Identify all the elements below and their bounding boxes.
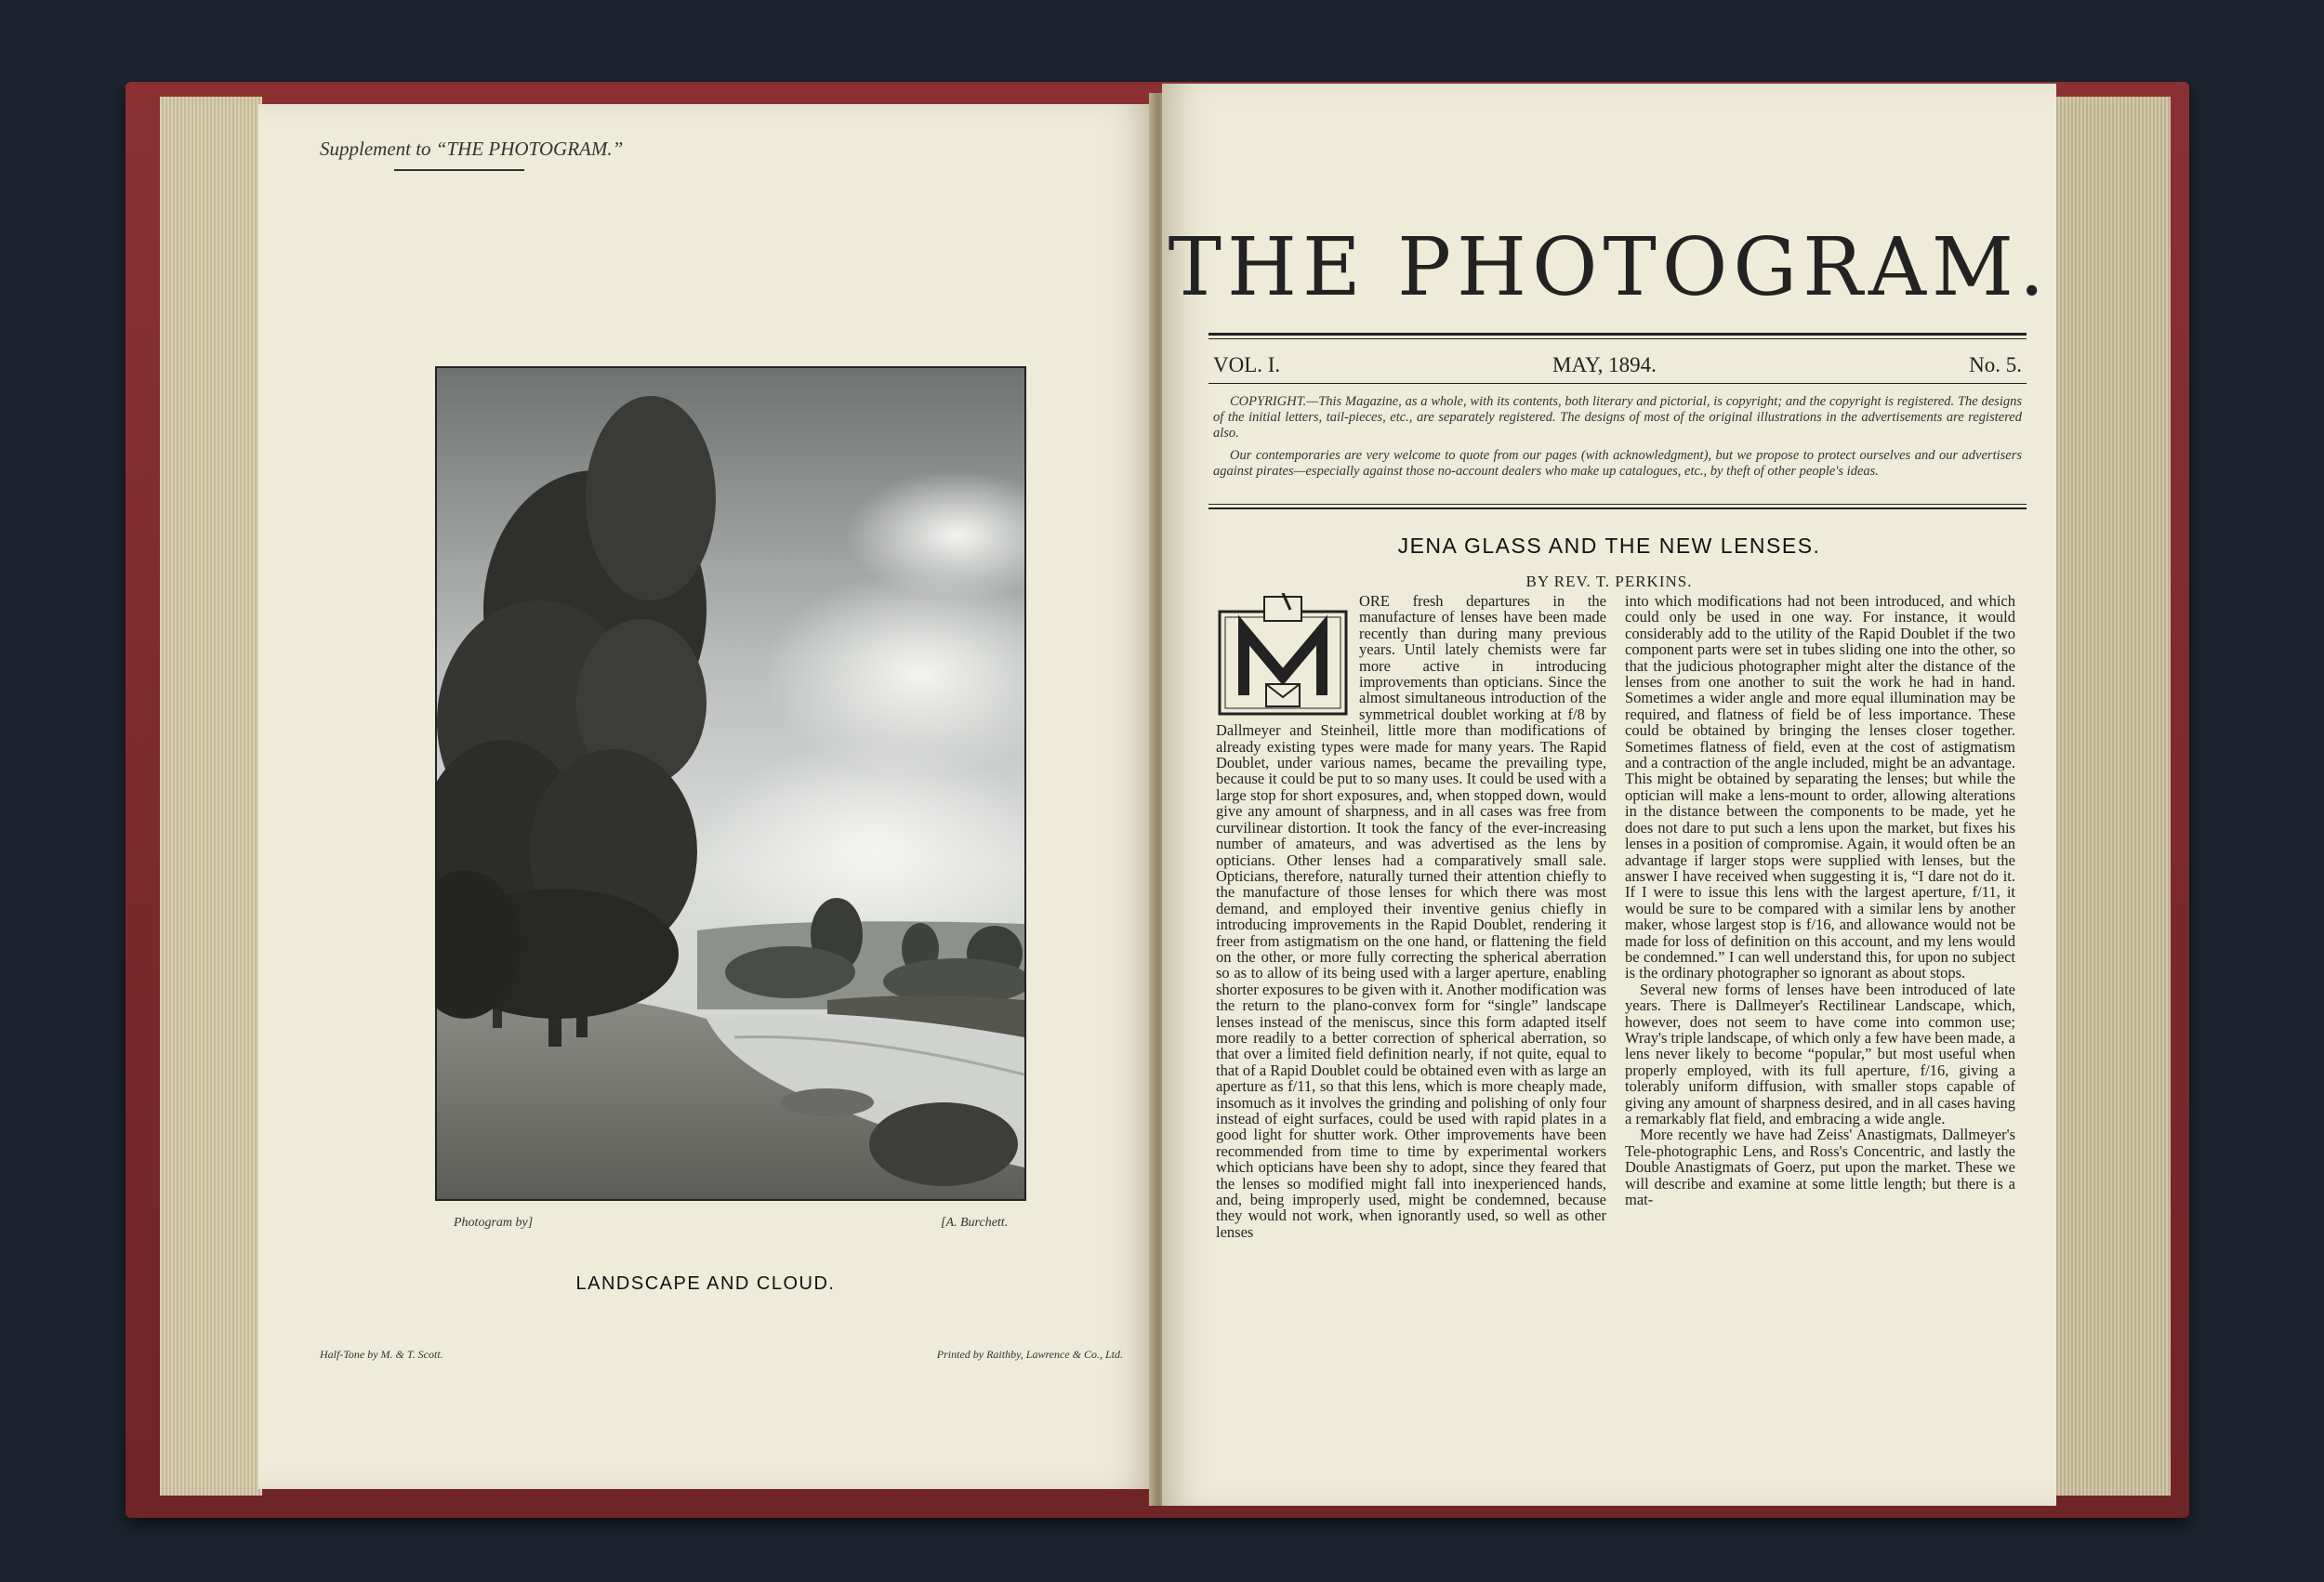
supplement-rule [394, 169, 524, 171]
left-page [258, 104, 1153, 1489]
notice-rule-bottom [1208, 508, 2027, 509]
landscape-image [437, 368, 1024, 1199]
issue-rule [1208, 383, 2027, 384]
article-paragraph: ORE fresh departures in the manufacture of lenses have been made recently than during many previous years. Until lately chemists were far more active in introducing improvements than opticians. Since the almost simultaneous introduction of the symmetrical doublet working at f/8 by Dallmeyer and Steinheil, little more than modifications of already existing types were made for many years. The Rapid Doublet, under various names, became the prevailing type, because it could be put to so many uses. It could be used with a large stop for short exposures, and, when stopped down, would give any amount of sharpness, and in all cases was free from curvilinear distortion. It took the fancy of the ever-increasing number of amateurs, and was advertised as the lens by opticians. Other lenses had a comparatively small sale. Opticians, therefore, naturally turned their attention chiefly to the manufacture of those lenses for which there was most demand, and employed their inventive genius chiefly in introducing improvements in the Rapid Doublet, rendering it freer from astigmatism on the one hand, or flattening the field on the other, or more fully correcting the spherical aberration so as to allow of its being used with a larger aperture, enabling shorter exposures to be given with it. Another modification was the return to the plano-convex form for “single” landscape lenses instead of the meniscus, since this form adapted itself more readily to a better correction of spherical aberration, so that over a limited field definition nearly, if not quite, equal to that of a Rapid Doublet could be obtained even with as large an aperture as f/11, so that this lens, which is more cheaply made, insomuch as it involves the grinding and polishing of only four instead of eight surfaces, could be used with rapid plates in a good light for shutter work. Other improvements have been recommended from time to time by experimental workers which opticians have been shy to adopt, since they feared that the lenses so modified might fall into inexperienced hands, and, being improperly used, might be condemned, because they would not work, when ignorantly used, so well as other lenses [1216, 592, 1606, 1241]
right-page [1162, 84, 2056, 1506]
volume: VOL. I. [1213, 353, 1281, 376]
supplement-header: Supplement to “THE PHOTOGRAM.” [320, 138, 624, 160]
landscape-photograph [435, 366, 1026, 1201]
masthead: THE PHOTOGRAM. [1168, 221, 2051, 314]
article-paragraph: Several new forms of lenses have been introduced of late years. There is Dallmeyer's Rectilinear Landscape, which, however, does not seem to have come into common use; Wray's triple landscape, of which only a few have been made, a lens never likely to become “popular,” but most useful when properly employed, with its full aperture, f/16, giving a tolerably uniform diffusion, with smaller stops capable of giving any amount of sharpness desired, and in all cases having a remarkably flat field, and embracing a wide angle. [1625, 980, 2015, 1127]
issue-date: MAY, 1894. [1552, 353, 1657, 376]
article-paragraph: into which modifications had not been introduced, and which could only be used in one way. For instance, it would considerably add to the utility of the Rapid Doublet if the two component parts were set in tubes sliding one into the other, so that the judicious photographer might alter the distance of the lenses from one another to suit the work he had in hand. Sometimes a wider angle and more equal illumination may be required, and flatness of field be of less importance. These could be obtained by bringing the lenses closer together. Sometimes flatness of field, even at the cost of astigmatism and a contraction of the angle included, might be an advantage. This might be obtained by separating the lenses; but while the optician will make a lens-mount to order, allowing alterations in the distance between the components to be made, yet he does not dare to put such a lens upon the market, but fixes his lenses in a position of compromise. Again, it would often be an advantage if larger stops were supplied with lenses, but the answer I have received when suggesting it is, “I dare not do it. If I were to issue this lens with the largest aperture, f/11, it would be sure to be compared with a similar lens by another maker, whose largest stop is f/16, and allowance would not be made for loss of definition on this account, and my lens would be condemned.” I can well understand this, for upon no subject is the ordinary photographer so ignorant as about stops. [1625, 592, 2015, 982]
article-column-1 [1216, 593, 1606, 1240]
photo-credit-left: Photogram by] [454, 1216, 534, 1230]
article-title: JENA GLASS AND THE NEW LENSES. [1397, 534, 1821, 558]
copyright-notice: COPYRIGHT.—This Magazine, as a whole, with its contents, both literary and pictorial, is copyright; and the copyright is registered. The designs of the initial letters, tail-pieces, etc., are separately registered. The designs of most of the original illustrations in the advertisements are registered also. [1213, 394, 2022, 441]
halftone-credit: Half-Tone by M. & T. Scott. [320, 1348, 443, 1361]
masthead-rule-top [1208, 333, 2027, 336]
issue-number: No. 5. [1969, 353, 2022, 376]
page-stack-left [160, 97, 262, 1496]
photo-credit-right: [A. Burchett. [941, 1216, 1009, 1230]
photo-caption: LANDSCAPE AND CLOUD. [575, 1273, 836, 1294]
page-stack-right [2054, 97, 2171, 1496]
masthead-rule-thin [1208, 338, 2027, 339]
printer-credit: Printed by Raithby, Lawrence & Co., Ltd. [936, 1348, 1123, 1361]
article-column-2 [1625, 593, 2015, 1207]
article-byline: BY REV. T. PERKINS. [1525, 573, 1693, 590]
decorated-initial-m-icon [1216, 593, 1350, 718]
article-paragraph: More recently we have had Zeiss' Anastigmats, Dallmeyer's Tele-photographic Lens, and Ross's Concentric, and lastly the Double Anastigmats of Goerz, put upon the market. These we will describe and examine at some little length; but there is a mat- [1625, 1126, 2015, 1209]
notice-rule-top [1208, 504, 2027, 505]
contemporaries-notice: Our contemporaries are very welcome to quote from our pages (with acknowledgment), but we propose to protect ourselves and our advertisers against pirates—especially against those no-account dealers who make up catalogues, etc., by theft of other people's ideas. [1213, 448, 2022, 479]
